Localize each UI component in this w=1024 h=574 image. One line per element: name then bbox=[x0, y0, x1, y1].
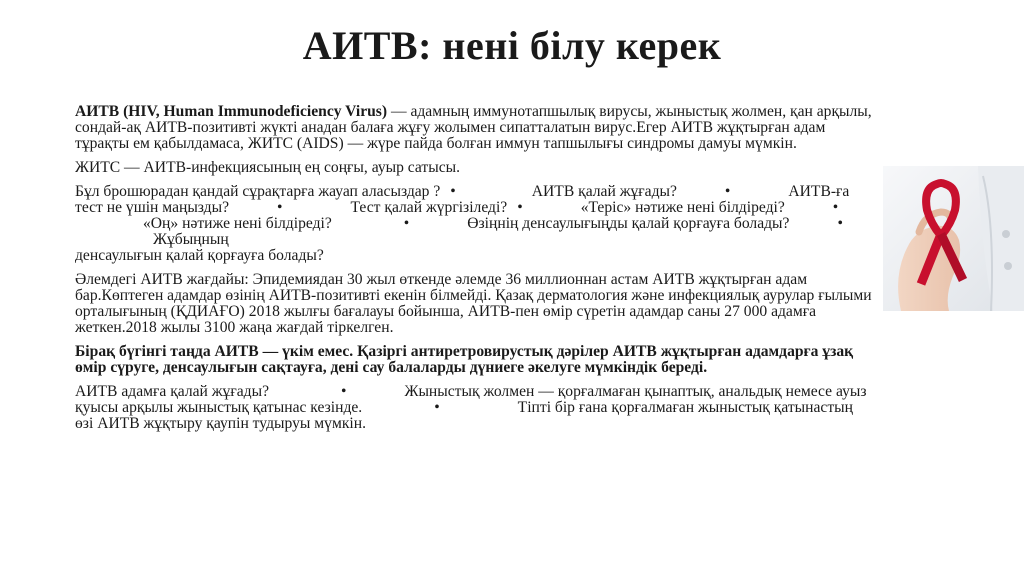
slide-body bbox=[75, 104, 873, 440]
aids-definition-paragraph: ЖИТС — АИТВ-инфекциясының ең соңғы, ауыр сатысы. bbox=[75, 159, 461, 176]
bullet: • bbox=[450, 183, 456, 200]
question-item-continued: денсаулығын қалай қорғауға болады? bbox=[75, 247, 324, 264]
question-item: АИТВ қалай жұғады? bbox=[531, 183, 677, 200]
hiv-definition-lead: АИТВ (HIV, Human Immunodeficiency Virus) bbox=[75, 103, 388, 120]
bullet: • bbox=[341, 383, 347, 400]
bullet: • bbox=[724, 183, 731, 200]
question-item: Жұбыңның bbox=[153, 231, 229, 248]
bullet: • bbox=[277, 199, 283, 216]
question-item: Өзіңнің денсаулығыңды қалай қорғауға болады? bbox=[467, 215, 790, 232]
bullet: • bbox=[403, 215, 410, 232]
bullet: • bbox=[434, 399, 440, 416]
question-item: АИТВ-ға тест не үшін маңызды? bbox=[75, 183, 850, 216]
question-item: «Оң» нәтиже нені білдіреді? bbox=[143, 215, 332, 232]
question-item: Тест қалай жүргізіледі? bbox=[350, 199, 508, 216]
bullet: • bbox=[837, 215, 843, 232]
transmission-paragraph bbox=[75, 384, 873, 432]
brochure-questions-paragraph bbox=[75, 184, 873, 264]
red-ribbon-photo bbox=[883, 166, 1024, 311]
bullet: • bbox=[517, 199, 523, 216]
world-hiv-situation-paragraph: Әлемдегі АИТВ жағдайы: Эпидемиядан 30 жыл өткенде әлемде 36 миллионнан астам АИТВ жұқтырған адам бар.Көптеген адамдар өзінің АИТВ-позитивті екенін білмейді. Қазақ дерматология және инфекциялық аурулар ғылыми орталығының (ҚДИАҒО) 2018 жылғы бағалауы бойынша, АИТВ-пен өмір сүретін адамдар саны 27 000 адамға жеткен.2018 жылы 3100 жаңа жағдай тіркелген. bbox=[75, 271, 872, 336]
bullet: • bbox=[832, 199, 839, 216]
hiv-definition-text: — адамның иммунотапшылық вирусы, жыныстық жолмен, қан арқылы, сондай-ақ АИТВ-позитивті жүкті анадан балаға жұғу жолымен сипатталатын вирус.Егер АИТВ жұқтырған адам тұрақты ем қабылдамаса, ЖИТС (AIDS) — жүре пайда болған иммун тапшылығы синдромы дамуы мүмкін. bbox=[75, 103, 872, 152]
slide-title: АИТВ: нені білу керек bbox=[302, 23, 722, 68]
red-ribbon-illustration bbox=[883, 166, 1024, 311]
hiv-definition-paragraph bbox=[75, 104, 873, 152]
treatment-paragraph: Бірақ бүгінгі таңда АИТВ — үкім емес. Қазіргі антиретровирустық дәрілер АИТВ жұқтырған адамдарға ұзақ өмір сүруге, денсаулығын сақтауға, дені сау балаларды дүниеге әкелуге мүмкіндік береді. bbox=[75, 343, 854, 376]
question-item: «Теріс» нәтиже нені білдіреді? bbox=[580, 199, 785, 216]
transmission-answer-2: Тіпті бір ғана қорғалмаған жыныстық қатынастың өзі АИТВ жұқтыру қаупін тудыруы мүмкін. bbox=[75, 399, 853, 432]
questions-intro: Бұл брошюрадан қандай сұрақтарға жауап аласыздар ? bbox=[75, 183, 441, 200]
transmission-answer-1: Жыныстық жолмен — қорғалмаған қынаптық, анальдық немесе ауыз қуысы арқылы жыныстық қатынас кезінде. bbox=[75, 383, 867, 416]
transmission-question: АИТВ адамға қалай жұғады? bbox=[75, 383, 270, 400]
